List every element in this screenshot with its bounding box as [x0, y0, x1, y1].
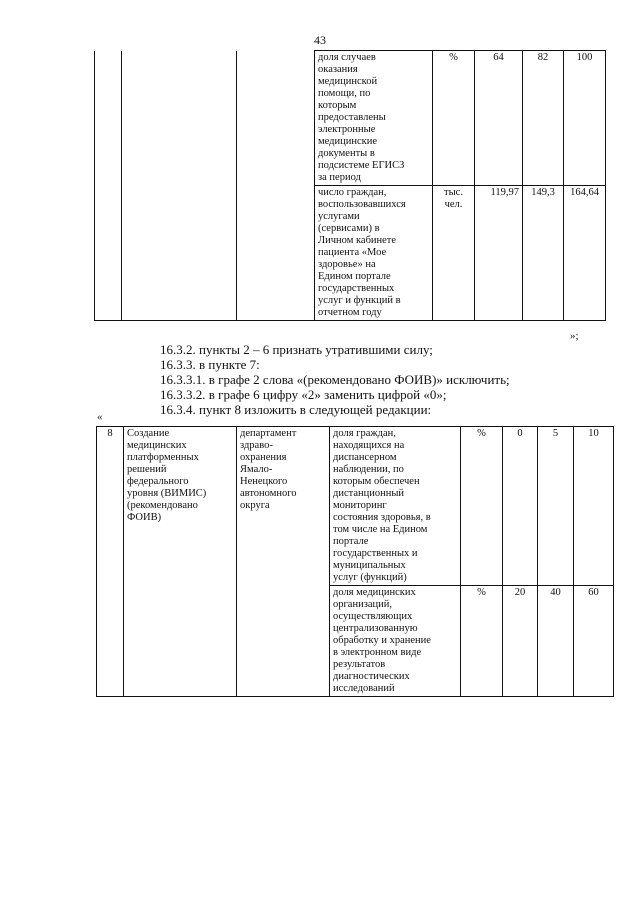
value-cell: 20 [503, 586, 538, 697]
amendment-line: 16.3.3.2. в графе 6 цифру «2» заменить цифрой «0»; [160, 387, 447, 402]
unit-cell: % [461, 586, 503, 697]
indicators-table-continued [94, 50, 606, 321]
amendment-line: 16.3.2. пункты 2 – 6 признать утратившими силу; [160, 342, 433, 357]
closing-quote: »; [570, 330, 579, 342]
number-cell [95, 51, 122, 186]
value-cell: 149,3 [523, 186, 564, 321]
indicators-table-new [96, 426, 614, 697]
table-row [97, 427, 614, 586]
value-cell: 40 [538, 586, 574, 697]
executor-cell [237, 51, 315, 186]
project-cell [122, 51, 237, 186]
project-cell: Создание медицинских платформенных решений федерального уровня (ВИМИС) (рекомендовано ФОИВ) [124, 427, 237, 697]
table-row [95, 51, 606, 186]
unit-cell: % [433, 51, 475, 186]
value-cell: 119,97 [475, 186, 523, 321]
unit-cell: % [461, 427, 503, 586]
indicator-cell: число граждан, воспользовавшихся услугами (сервисами) в Личном кабинете пациента «Мое здоровье» на Едином портале государственных услуг и функций в отчетном году [315, 186, 433, 321]
indicator-cell: доля граждан, находящихся на диспансерном наблюдении, по которым обеспечен дистанционный мониторинг состояния здоровья, в том числе на Едином портале государственных и муниципальных услуг (функций) [330, 427, 461, 586]
executor-cell: департамент здраво- охранения Ямало- Ненецкого автономного округа [237, 427, 330, 697]
table-row [95, 186, 606, 321]
opening-quote: « [97, 411, 103, 423]
value-cell: 100 [564, 51, 606, 186]
unit-cell: тыс. чел. [433, 186, 475, 321]
executor-cell [237, 186, 315, 321]
value-cell: 164,64 [564, 186, 606, 321]
number-cell [95, 186, 122, 321]
page-number: 43 [314, 33, 326, 47]
value-cell: 64 [475, 51, 523, 186]
amendment-list [160, 342, 510, 417]
amendment-line: 16.3.3.1. в графе 2 слова «(рекомендовано ФОИВ)» исключить; [160, 372, 510, 387]
value-cell: 5 [538, 427, 574, 586]
value-cell: 0 [503, 427, 538, 586]
indicator-cell: доля случаев оказания медицинской помощи, по которым предоставлены электронные медицинские документы в подсистеме ЕГИСЗ за период [315, 51, 433, 186]
amendment-line: 16.3.4. пункт 8 изложить в следующей редакции: [160, 402, 432, 417]
number-cell: 8 [97, 427, 124, 697]
amendment-line: 16.3.3. в пункте 7: [160, 357, 260, 372]
value-cell: 60 [574, 586, 614, 697]
project-cell [122, 186, 237, 321]
indicator-cell: доля медицинских организаций, осуществляющих централизованную обработку и хранение в электронном виде результатов диагностических исследований [330, 586, 461, 697]
value-cell: 10 [574, 427, 614, 586]
value-cell: 82 [523, 51, 564, 186]
